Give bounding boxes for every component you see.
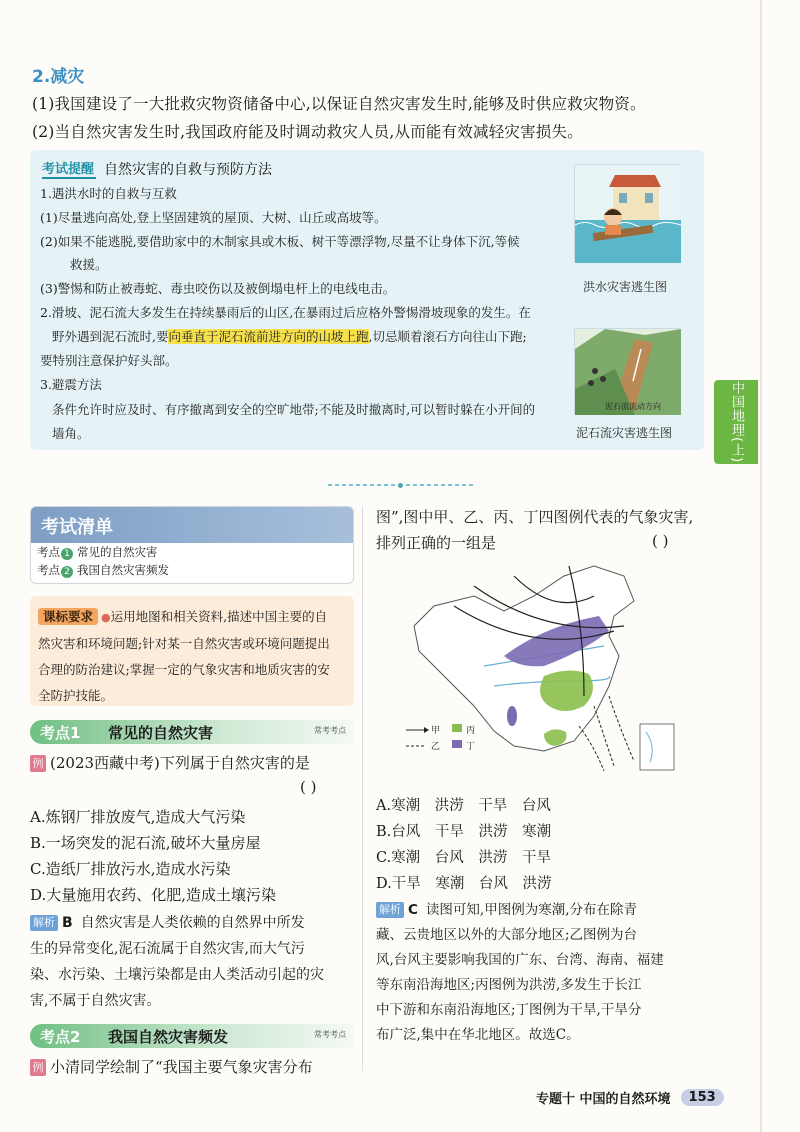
option-d[interactable]: D.干旱 寒潮 台风 洪涝	[376, 876, 552, 892]
exam-point-title: 我国自然灾害频发	[108, 1027, 229, 1046]
section-title: 2.减灾	[32, 67, 85, 87]
highlight-text: 向垂直于泥石流前进方向的山坡上跑	[168, 329, 369, 344]
tip-line: 救援。	[70, 257, 108, 272]
explanation-badge: 解析	[376, 902, 404, 918]
exam-point-2-header	[30, 1024, 354, 1048]
page-number: 153	[681, 1089, 724, 1106]
exam-checklist-title: 考试清单	[31, 507, 353, 543]
explanation-text: 读图可知,甲图例为寒潮,分布在除青	[425, 902, 638, 918]
option-c[interactable]: C.造纸厂排放污水,造成水污染	[30, 860, 231, 878]
column-separator	[362, 506, 363, 1071]
explanation-line: 风,台风主要影响我国的广东、台湾、海南、福建	[376, 952, 664, 968]
option-c[interactable]: C.寒潮 台风 洪涝 干旱	[376, 850, 552, 866]
kebiao-text: 全防护技能。	[38, 688, 114, 703]
flood-caption: 洪水灾害逃生图	[583, 280, 668, 294]
exam-point-title: 常见的自然灾害	[108, 723, 214, 742]
answer-bracket: ( )	[300, 778, 317, 796]
option-b[interactable]: B.台风 干旱 洪涝 寒潮	[376, 824, 552, 840]
explanation-line: 染、水污染、土壤污染都是由人类活动引起的灾	[30, 967, 324, 983]
mudslide-escape-image	[575, 329, 681, 415]
exam-point-tag: 考点1	[40, 723, 81, 742]
explanation-line: 害,不属于自然灾害。	[30, 993, 161, 1009]
frequent-label: 常考考点	[314, 1030, 346, 1039]
legend-yi: 乙	[431, 742, 441, 752]
kebiao-text: 运用地图和相关资料,描述中国主要的自	[110, 609, 328, 624]
tip-line: (3)警惕和防止被毒蛇、毒虫咬伤以及被倒塌电杆上的电线电击。	[40, 281, 396, 296]
tip-header	[42, 158, 272, 179]
explanation-badge: 解析	[30, 915, 58, 931]
option-b[interactable]: B.一场突发的泥石流,破坏大量房屋	[30, 834, 261, 852]
question-text: 排列正确的一组是	[376, 534, 497, 552]
tip-line: 条件允许时应及时、有序撤离到安全的空旷地带;不能及时撤离时,可以暂时躲在小开间的	[52, 402, 536, 417]
mudslide-escape-illustration	[574, 328, 680, 414]
explanation-line: 等东南沿海地区;丙图例为洪涝,多发生于长江	[376, 977, 642, 993]
tip-title: 自然灾害的自救与预防方法	[104, 161, 273, 178]
example-badge: 例	[30, 1059, 46, 1076]
china-weather-disaster-map	[394, 556, 684, 778]
paragraph-line: (2)当自然灾害发生时,我国政府能及时调动救灾人员,从而能有效减轻灾害损失。	[32, 123, 583, 141]
option-a[interactable]: A.寒潮 洪涝 干旱 台风	[376, 798, 551, 814]
exam-tip-box	[30, 150, 704, 450]
tip-badge: 考试提醒	[42, 158, 96, 179]
exam-point-prefix: 考点	[37, 563, 60, 577]
flood-escape-illustration	[574, 164, 680, 262]
bullet-icon: ●	[101, 611, 111, 624]
exam-point-1-header	[30, 720, 354, 744]
chapter-name: 专题十 中国的自然环境	[536, 1092, 671, 1107]
tip-line: 1.遇洪水时的自救与互救	[40, 186, 177, 201]
legend-jia: 甲	[431, 726, 441, 736]
question-text: 图”,图中甲、乙、丙、丁四图例代表的气象灾害,	[376, 508, 694, 526]
flood-escape-image	[575, 165, 681, 263]
kebiao-text: 合理的防治建议;掌握一定的气象灾害和地质灾害的安	[38, 662, 330, 677]
answer-letter: C	[408, 902, 418, 918]
example-badge: 例	[30, 755, 46, 772]
paragraph-line: (1)我国建设了一大批救灾物资储备中心,以保证自然灾害发生时,能够及时供应救灾物资。	[32, 95, 646, 113]
kebiao-line	[38, 604, 346, 631]
explanation-line: 藏、云贵地区以外的大部分地区;乙图例为台	[376, 927, 638, 943]
mudslide-flow-label: 泥石流流动方向	[605, 402, 661, 411]
section-divider	[295, 483, 505, 487]
exam-point-number: 2	[61, 566, 73, 578]
option-d[interactable]: D.大量施用农药、化肥,造成土壤污染	[30, 886, 277, 904]
explanation-text: 自然灾害是人类依赖的自然界中所发	[80, 915, 305, 931]
answer-bracket: ( )	[652, 532, 669, 550]
exam-point-label: 常见的自然灾害	[77, 545, 158, 559]
exam-checklist	[30, 506, 354, 584]
tip-line: 要特别注意保护好头部。	[40, 353, 178, 368]
legend-bing: 丙	[466, 726, 476, 736]
mudslide-caption: 泥石流灾害逃生图	[576, 426, 673, 440]
tip-line: (2)如果不能逃脱,要借助家中的木制家具或木板、树干等漂浮物,尽量不让身体下沉,等候	[40, 234, 520, 249]
question-text: 小清同学绘制了“我国主要气象灾害分布	[50, 1058, 313, 1076]
tip-line: 2.滑坡、泥石流大多发生在持续暴雨后的山区,在暴雨过后应格外警惕滑坡现象的发生。在	[40, 305, 531, 320]
explanation-line	[30, 912, 305, 932]
exam-point-label: 我国自然灾害频发	[77, 563, 169, 577]
tip-line	[52, 327, 527, 345]
explanation-line: 生的异常变化,泥石流属于自然灾害,而大气污	[30, 941, 305, 957]
tip-line: 3.避震方法	[40, 377, 102, 392]
tip-line: 墙角。	[52, 426, 90, 441]
page-footer	[536, 1088, 724, 1107]
kebiao-text: 然灾害和环境问题;针对某一自然灾害或环境问题提出	[38, 636, 330, 651]
map-svg	[394, 556, 684, 778]
explanation-line: 中下游和东南沿海地区;丁图例为干旱,干旱分	[376, 1002, 642, 1018]
question-text: (2023西藏中考)下列属于自然灾害的是	[50, 754, 310, 772]
curriculum-requirement-box	[30, 596, 354, 706]
tip-text: 野外遇到泥石流时,要	[52, 329, 169, 344]
exam-point-tag: 考点2	[40, 1027, 81, 1046]
question-1-stem	[30, 752, 310, 773]
answer-letter: B	[62, 915, 73, 931]
exam-point-item[interactable]	[31, 543, 353, 561]
curriculum-badge: 课标要求	[38, 608, 98, 625]
chapter-side-tab[interactable]: 中国地理(上)	[714, 380, 758, 464]
explanation-line	[376, 898, 637, 923]
exam-point-item[interactable]	[31, 561, 353, 579]
exam-point-number: 1	[61, 548, 73, 560]
frequent-label: 常考考点	[314, 726, 346, 735]
exam-point-prefix: 考点	[37, 545, 60, 559]
tip-text: ,切忌顺着滚石方向往山下跑;	[368, 329, 527, 344]
legend-ding: 丁	[466, 742, 476, 752]
tip-line: (1)尽量逃向高处,登上坚固建筑的屋顶、大树、山丘或高坡等。	[40, 210, 387, 225]
option-a[interactable]: A.炼钢厂排放废气,造成大气污染	[30, 808, 246, 826]
explanation-line: 布广泛,集中在华北地区。故选C。	[376, 1027, 580, 1043]
page-gutter	[760, 0, 762, 1132]
question-2-stem	[30, 1056, 313, 1077]
